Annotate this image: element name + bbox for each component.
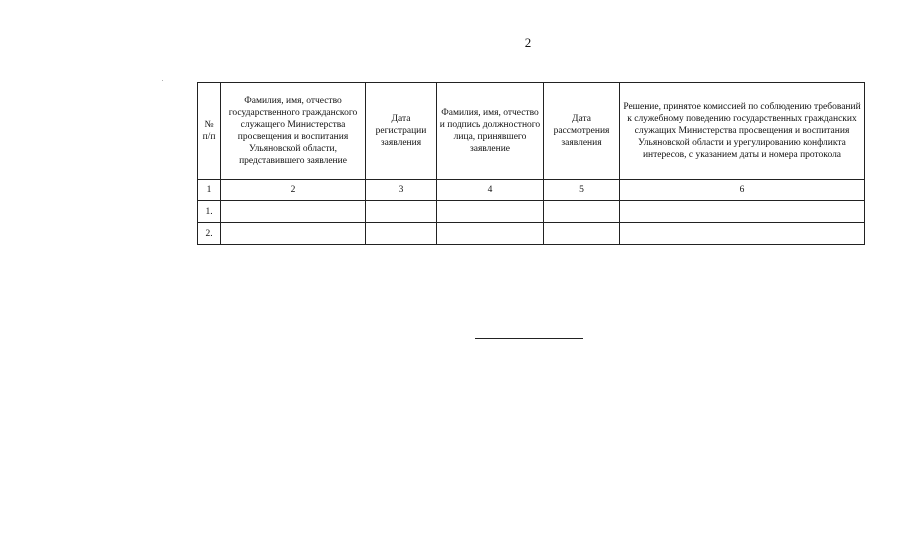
header-employee-name: Фамилия, имя, отчество государственного гражданского служащего Министерства просвещения и воспитания Ульяновской области, представившего заявление — [221, 83, 366, 180]
table-row — [198, 223, 865, 245]
table-cell — [620, 201, 865, 223]
row-number-cell: 2. — [198, 223, 221, 245]
table-cell — [544, 223, 620, 245]
table-row — [198, 201, 865, 223]
table-cell — [544, 201, 620, 223]
table-cell — [366, 223, 437, 245]
column-number-cell: 1 — [198, 180, 221, 201]
page-number: 2 — [524, 35, 532, 50]
header-number: № п/п — [198, 83, 221, 180]
table-cell — [366, 201, 437, 223]
table-cell — [221, 201, 366, 223]
column-number-cell: 4 — [437, 180, 544, 201]
column-number-row — [198, 180, 865, 201]
header-registration-date: Дата регистрации заявления — [366, 83, 437, 180]
table-cell — [620, 223, 865, 245]
row-number-cell: 1. — [198, 201, 221, 223]
column-number-cell: 6 — [620, 180, 865, 201]
header-review-date: Дата рассмотрения заявления — [544, 83, 620, 180]
header-official-name: Фамилия, имя, отчество и подпись должностного лица, принявшего заявление — [437, 83, 544, 180]
header-commission-decision: Решение, принятое комиссией по соблюдению требований к служебному поведению государственных гражданских служащих Министерства просвещения и воспитания Ульяновской области и урегулированию конфликта интересов, с указанием даты и номера протокола — [620, 83, 865, 180]
table-cell — [221, 223, 366, 245]
signature-line — [475, 338, 583, 339]
table-cell — [437, 201, 544, 223]
table-cell — [437, 223, 544, 245]
column-number-cell: 2 — [221, 180, 366, 201]
scan-speck — [162, 80, 163, 81]
register-table — [197, 82, 865, 245]
column-number-cell: 5 — [544, 180, 620, 201]
table-header-row — [198, 83, 865, 180]
column-number-cell: 3 — [366, 180, 437, 201]
